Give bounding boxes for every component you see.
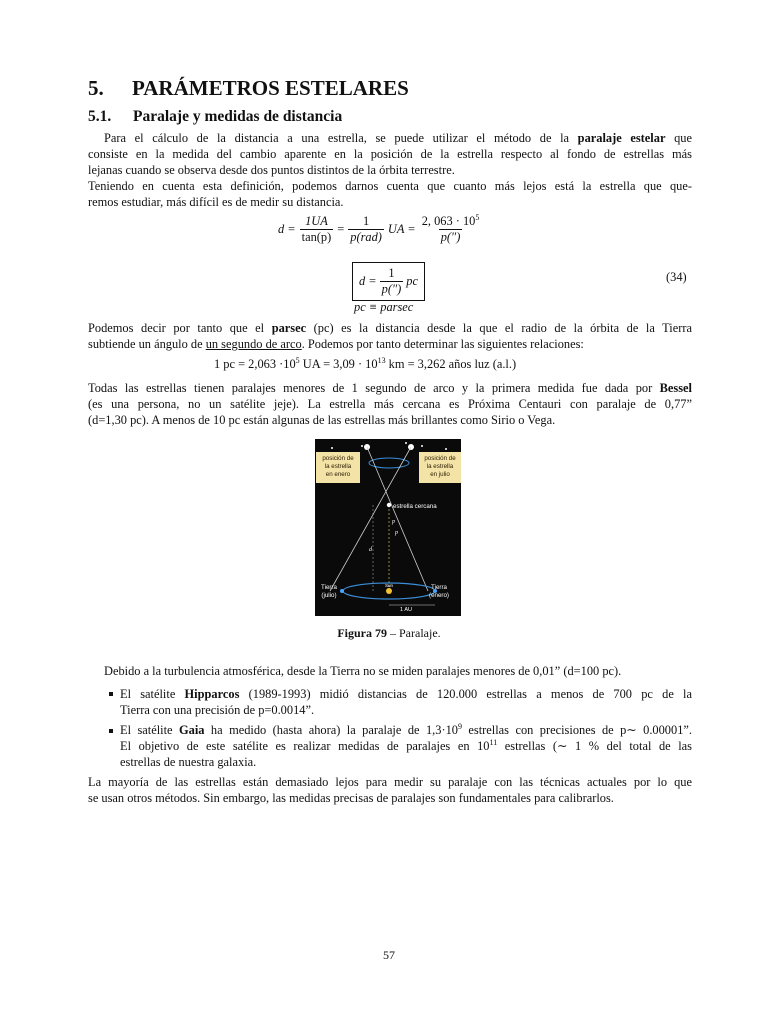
bullet-gaia: [120, 722, 692, 770]
parsec-paragraph: [88, 320, 692, 352]
section-number: 5.: [88, 76, 104, 100]
label-january-2: la estrella: [324, 463, 352, 470]
gaia-text: estrellas (∼ 1 % del total de las: [497, 739, 692, 753]
term-bessel: Bessel: [659, 381, 692, 395]
label-earth-january-2: (enero): [429, 592, 449, 599]
eq1-f3-num-base: 2, 063 · 10: [421, 214, 476, 228]
background-star: [361, 445, 363, 447]
label-earth-july-2: (julio): [321, 592, 337, 599]
eq1-f3-den: p(″): [440, 230, 461, 244]
relation-part: km = 3,262 años luz (a.l.): [385, 357, 517, 371]
parallax-figure: [315, 439, 461, 616]
label-p-1: p: [392, 519, 395, 525]
eq1-fraction-3: [420, 214, 482, 245]
eq1-f3-num-exp: 5: [475, 212, 480, 222]
eq1-f2-den: p(rad): [350, 230, 382, 244]
eq1-fraction-2: [348, 214, 384, 245]
earth-july-dot: [340, 589, 344, 593]
parsec-text: . Podemos por tanto determinar las siguientes relaciones:: [301, 337, 584, 351]
intro-text: Para el cálculo de la distancia a una estrella, se puede utilizar el método de la: [104, 131, 578, 145]
stars-line-1: [88, 380, 692, 396]
label-1-au: 1 AU: [400, 607, 412, 613]
near-star: [387, 503, 391, 507]
gaia-text: estrellas con precisiones de p∼ 0.00001”.: [461, 723, 692, 737]
subsection-number: 5.1.: [88, 108, 112, 125]
term-segundo-de-arco: un segundo de arco: [205, 337, 302, 351]
label-july-1: posición de: [424, 455, 456, 462]
figure-caption: [0, 626, 768, 641]
label-july-3: en julio: [430, 471, 450, 478]
label-january-3: en enero: [325, 471, 351, 478]
intro-text: que: [665, 131, 692, 145]
eq1-f3-num: [420, 214, 482, 229]
parsec-text: Podemos decir por tanto que el: [88, 321, 272, 335]
background-star: [331, 447, 333, 449]
turbulence-paragraph: Debido a la turbulencia atmosférica, desde la Tierra no se miden paralajes menores de 0,01” (d=100 pc).: [104, 664, 622, 678]
label-july-2: la estrella: [426, 463, 454, 470]
parsec-text: (pc) es la distancia desde la que el radio de la órbita de la Tierra: [306, 321, 692, 335]
caption-label: Figura 79: [337, 626, 387, 640]
label-near-star: estrella cercana: [393, 503, 437, 510]
label-earth-january-1: Tierra: [431, 584, 447, 591]
eq2-fraction: [380, 266, 404, 297]
relation-part: UA = 3,09 · 10: [299, 357, 378, 371]
eq1-lhs: d =: [278, 222, 296, 236]
intro-line-5: remos estudiar, más difícil es de medir su distancia.: [88, 195, 344, 209]
stars-paragraph: [88, 380, 692, 428]
stars-line-3: (d=1,30 pc). A menos de 10 pc están algunas de las estrellas más brillantes como Sirio o Vega.: [88, 413, 556, 427]
bullet-marker: [109, 729, 113, 733]
label-sun: Sun: [384, 583, 394, 588]
intro-line-3: lejanas cuando se observa desde dos puntos distintos de la órbita terrestre.: [88, 163, 455, 177]
parsec-relations: [214, 357, 516, 372]
eq1-f2-num: 1: [362, 214, 370, 228]
equation-distance-derivation: [278, 214, 481, 245]
gaia-line-3: estrellas de nuestra galaxia.: [120, 755, 257, 769]
parsec-line-1: [88, 320, 692, 336]
label-january-1: posición de: [322, 455, 354, 462]
gaia-text: El satélite: [120, 723, 179, 737]
eq1-f1-num: 1UA: [305, 214, 328, 228]
relation-exp: 13: [377, 355, 386, 365]
gaia-line-1: [120, 722, 692, 738]
intro-paragraph: [88, 130, 692, 210]
eq1-ua: UA =: [387, 222, 416, 236]
eq2-unit: pc: [406, 274, 418, 288]
gaia-text: ha medido (hasta ahora) la paralaje de 1,3·10: [204, 723, 458, 737]
hipparcos-line-1: [120, 686, 692, 702]
bullet-hipparcos: [120, 686, 692, 718]
subsection-title: Paralaje y medidas de distancia: [133, 108, 343, 125]
term-hipparcos: Hipparcos: [184, 687, 240, 701]
term-paralaje-estelar: paralaje estelar: [577, 131, 666, 145]
final-line-2: se usan otros métodos. Sin embargo, las medidas precisas de paralajes son fundamentales para calibrarlos.: [88, 791, 614, 805]
final-line-1: La mayoría de las estrellas están demasiado lejos para medir su paralaje con las técnicas actuales por lo que: [88, 775, 692, 789]
parsec-line-2: [88, 336, 692, 352]
stars-text: Todas las estrellas tienen paralajes menores de 1 segundo de arco y la primera medida fue dada por: [88, 381, 660, 395]
eq1-fraction-1: [300, 214, 334, 245]
sun-dot: [386, 588, 392, 594]
bullet-marker: [109, 692, 113, 696]
eq1-f1-den: tan(p): [301, 230, 332, 244]
section-heading: [88, 76, 409, 101]
gaia-line-2: [120, 738, 692, 754]
page-number: 57: [383, 948, 395, 962]
eq2-lhs: d =: [359, 274, 377, 288]
background-star: [421, 445, 423, 447]
relation-exp: 5: [295, 355, 300, 365]
background-star: [405, 442, 407, 444]
intro-line-2: consiste en la medida del cambio aparente en la posición de la estrella respecto al fondo de estrellas más: [88, 147, 692, 161]
stars-line-2: (es una persona, no un satélite jeje). La estrella más cercana es Próxima Centauri con paralaje de 0,77”: [88, 397, 692, 411]
hipparcos-line-2: Tierra con una precisión de p=0.0014”.: [120, 703, 315, 717]
equation-number: (34): [666, 270, 687, 284]
eq2-den: p(″): [381, 282, 402, 296]
label-p-2: p: [395, 530, 398, 536]
eq2-num: 1: [388, 266, 395, 280]
hipparcos-text: El satélite: [120, 687, 185, 701]
term-parsec: parsec: [271, 321, 307, 335]
hipparcos-text: (1989-1993) midió distancias de 120.000 estrellas a menos de 700 pc de la: [239, 687, 692, 701]
gaia-text: El objetivo de este satélite es realizar medidas de paralajes en 10: [120, 739, 490, 753]
section-title: PARÁMETROS ESTELARES: [132, 76, 409, 100]
subsection-heading: [88, 108, 342, 126]
intro-line-1: [88, 130, 692, 146]
eq1-equals: =: [337, 222, 345, 236]
caption-text: Paralaje.: [399, 626, 441, 640]
label-d: d: [369, 547, 372, 553]
gaia-exp: 9: [457, 721, 462, 731]
final-paragraph: [88, 774, 692, 806]
parsec-text: subtiende un ángulo de: [88, 337, 206, 351]
intro-line-4: Teniendo en cuenta esta definición, podemos darnos cuenta que cuanto más lejos está la estrella que que-: [88, 179, 692, 193]
background-star: [445, 448, 447, 450]
equation-parsec-boxed: [352, 262, 425, 301]
relation-part: 1 pc = 2,063 ·10: [214, 357, 296, 371]
term-gaia: Gaia: [179, 723, 205, 737]
equation-pc-parsec: pc ≡ parsec: [354, 300, 414, 314]
caption-dash: –: [387, 626, 399, 640]
gaia-exp: 11: [489, 737, 498, 747]
label-earth-july-1: Tierra: [321, 584, 337, 591]
